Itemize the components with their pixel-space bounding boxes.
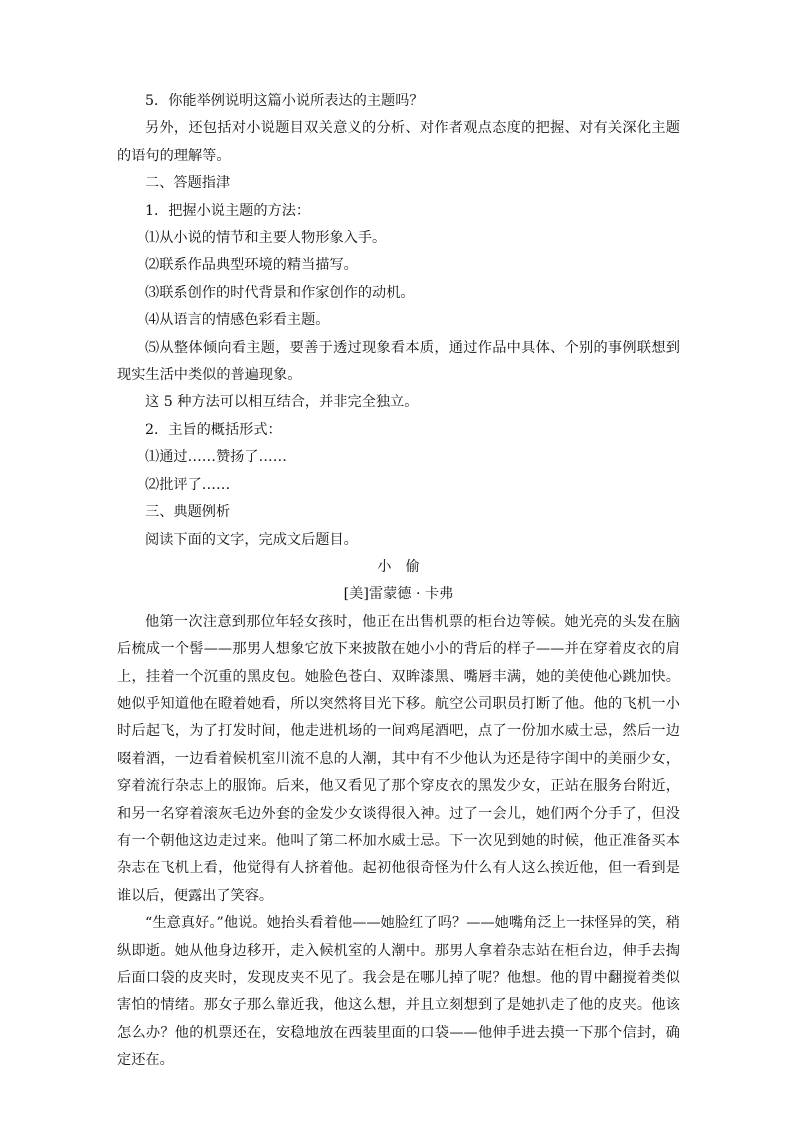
section-heading-guidance: 二、答题指津 — [145, 175, 231, 192]
story-paragraph-2: “生意真好。”他说。她抬头看着他——她脸红了吗？——她嘴角泛上一抹怪异的笑，稍纵即逝。她从他身边移开，走入候机室的人潮中。那男人拿着杂志站在柜台边，伸手去掏后面口袋的皮夹时，发现皮夹不见了。我会是在哪儿掉了呢？他想。他的胃中翻搅着类似害怕的情绪。那女子那么靠近我，他这么想，并且立刻想到了是她扒走了他的皮夹。他该怎么办？他的机票还在，安稳地放在西装里面的口袋——他伸手进去摸一下那个信封，确定还在。 — [117, 915, 680, 1069]
section-heading-examples: 三、典题例析 — [145, 504, 231, 521]
method-item-2: ⑵联系作品典型环境的精当描写。 — [145, 257, 358, 274]
method-item-5: ⑸从整体倾向看主题，要善于透过现象看本质，通过作品中具体、个别的事例联想到现实生活中类似的普遍现象。 — [117, 339, 680, 384]
story-author: [美]雷蒙德 · 卡弗 — [343, 586, 454, 603]
method-item-1: ⑴从小说的情节和主要人物形象入手。 — [145, 230, 387, 247]
methods-summary: 这 5 种方法可以相互结合，并非完全独立。 — [145, 394, 419, 411]
document-page — [117, 88, 680, 1075]
story-paragraph-1: 他第一次注意到那位年轻女孩时，他正在出售机票的柜台边等候。她光亮的头发在脑后梳成一个髻——那男人想象它放下来披散在她小小的背后的样子——并在穿着皮衣的肩上，挂着一个沉重的黑皮包。她脸色苍白、双眸漆黑、嘴唇丰满，她的美使他心跳加快。她似乎知道他在瞪着她看，所以突然将目光下移。航空公司职员打断了他。他的飞机一小时后起飞，为了打发时间，他走进机场的一间鸡尾酒吧，点了一份加水威士忌，然后一边啜着酒，一边看着候机室川流不息的人潮，其中有不少他认为还是待字闺中的美丽少女，穿着流行杂志上的服饰。后来，他又看见了那个穿皮衣的黑发少女，正站在服务台附近，和另一名穿着滚灰毛边外套的金发少女谈得很入神。过了一会儿，她们两个分手了，但没有一个朝他这边走过来。他叫了第二杯加水威士忌。下一次见到她的时候，他正准备买本杂志在飞机上看，他觉得有人挤着他。起初他很奇怪为什么有人这么挨近他，但一看到是谁以后，便露出了笑容。 — [117, 613, 680, 904]
method-item-4: ⑷从语言的情感色彩看主题。 — [145, 312, 330, 329]
subheading-forms: 2．主旨的概括形式： — [145, 421, 282, 438]
method-item-3: ⑶联系创作的时代背景和作家创作的动机。 — [145, 284, 415, 301]
question-5: 5．你能举例说明这篇小说所表达的主题吗？ — [145, 93, 424, 109]
form-item-1: ⑴通过……赞扬了…… — [145, 449, 287, 466]
additional-note: 另外，还包括对小说题目双关意义的分析、对作者观点态度的把握、对有关深化主题的语句的理解等。 — [117, 120, 680, 164]
story-title: 小 偷 — [377, 558, 420, 575]
subheading-methods: 1．把握小说主题的方法： — [145, 202, 311, 219]
reading-instruction: 阅读下面的文字，完成文后题目。 — [145, 531, 358, 548]
form-item-2: ⑵批评了…… — [145, 476, 231, 493]
